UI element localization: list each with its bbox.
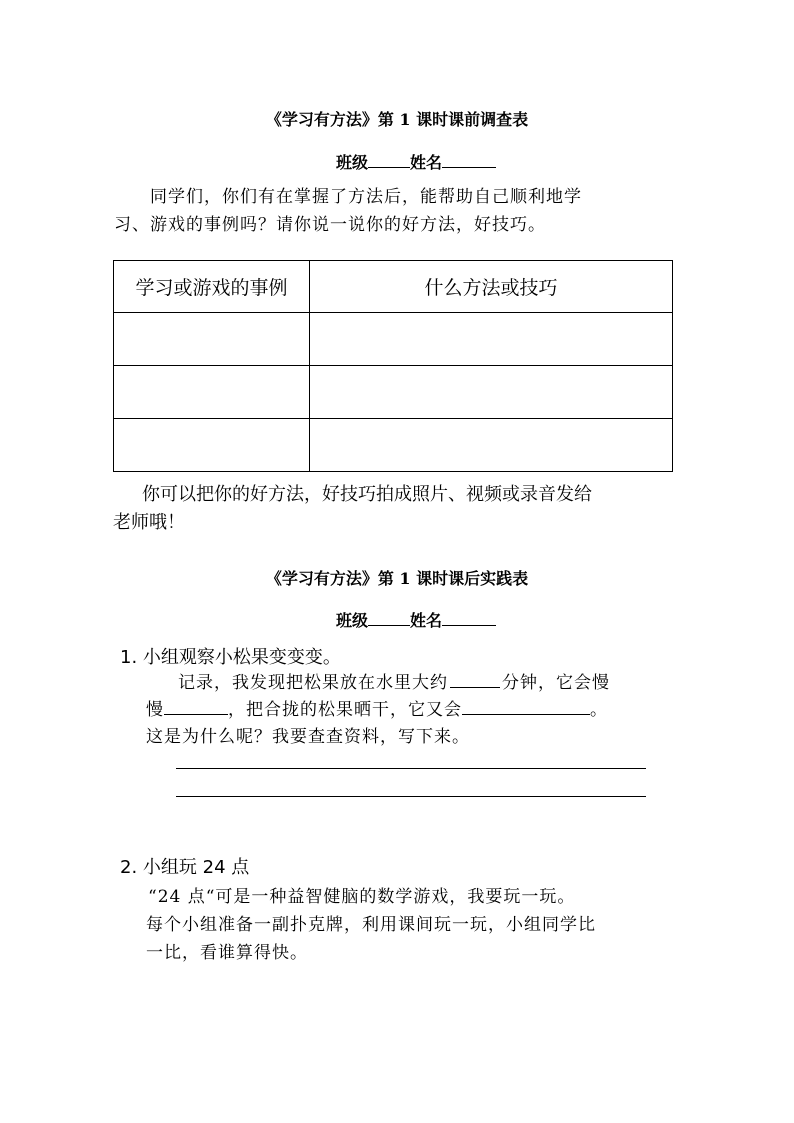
name-label: 姓名	[410, 153, 443, 172]
name-blank[interactable]	[442, 153, 496, 168]
survey-intro-line-1: 同学们，你们有在掌握了方法后，能帮助自己顺利地学	[150, 187, 582, 207]
answer-line[interactable]	[176, 768, 646, 769]
item2-line-3: 一比，看谁算得快。	[146, 943, 308, 963]
survey-note-line-2: 老师哦！	[113, 512, 185, 533]
name-label: 姓名	[410, 611, 443, 630]
minutes-blank[interactable]	[450, 673, 500, 688]
practice-class-name-line	[336, 608, 496, 631]
table-header-row	[114, 261, 673, 313]
item1-line-2	[146, 695, 608, 720]
item1-text: 记录，我发现把松果放在水里大约	[178, 673, 448, 693]
survey-class-name-line	[336, 150, 496, 173]
item2-line-1: “24 点“可是一种益智健脑的数学游戏，我要玩一玩。	[148, 887, 576, 907]
table-row	[114, 419, 673, 472]
survey-note-line-1: 你可以把你的好方法，好技巧拍成照片、视频或录音发给	[142, 484, 592, 505]
table-row	[114, 366, 673, 419]
table-cell-example[interactable]	[114, 419, 310, 472]
table-row	[114, 313, 673, 366]
item2-heading: 2. 小组玩 24 点	[120, 857, 250, 878]
survey-table	[113, 260, 673, 472]
table-cell-method[interactable]	[310, 366, 673, 419]
class-label: 班级	[336, 611, 369, 630]
item1-heading: 1. 小组观察小松果变变变。	[120, 647, 341, 668]
table-cell-method[interactable]	[310, 313, 673, 366]
practice-title: 《学习有方法》第 1 课时课后实践表	[265, 569, 529, 588]
class-label: 班级	[336, 153, 369, 172]
answer-line[interactable]	[176, 796, 646, 797]
table-header-cell: 学习或游戏的事例	[114, 261, 310, 313]
item2-line-2: 每个小组准备一副扑克牌，利用课间玩一玩，小组同学比	[146, 915, 596, 935]
name-blank[interactable]	[442, 611, 496, 626]
dry-change-blank[interactable]	[462, 700, 590, 715]
class-blank[interactable]	[368, 153, 410, 168]
item1-text: ，把合拢的松果晒干，它又会	[228, 700, 462, 720]
table-cell-example[interactable]	[114, 313, 310, 366]
survey-title: 《学习有方法》第 1 课时课前调查表	[265, 110, 529, 129]
slow-change-blank[interactable]	[164, 700, 228, 715]
item1-text: 慢	[146, 700, 164, 720]
item1-text: 。	[590, 700, 608, 720]
item1-text: 分钟，它会慢	[502, 673, 610, 693]
table-cell-method[interactable]	[310, 419, 673, 472]
table-header-cell: 什么方法或技巧	[310, 261, 673, 313]
item1-line-1	[178, 668, 610, 693]
table-cell-example[interactable]	[114, 366, 310, 419]
class-blank[interactable]	[368, 611, 410, 626]
item1-line-3: 这是为什么呢？我要查查资料，写下来。	[146, 727, 470, 747]
survey-intro-line-2: 习、游戏的事例吗？请你说一说你的好方法，好技巧。	[114, 215, 546, 235]
